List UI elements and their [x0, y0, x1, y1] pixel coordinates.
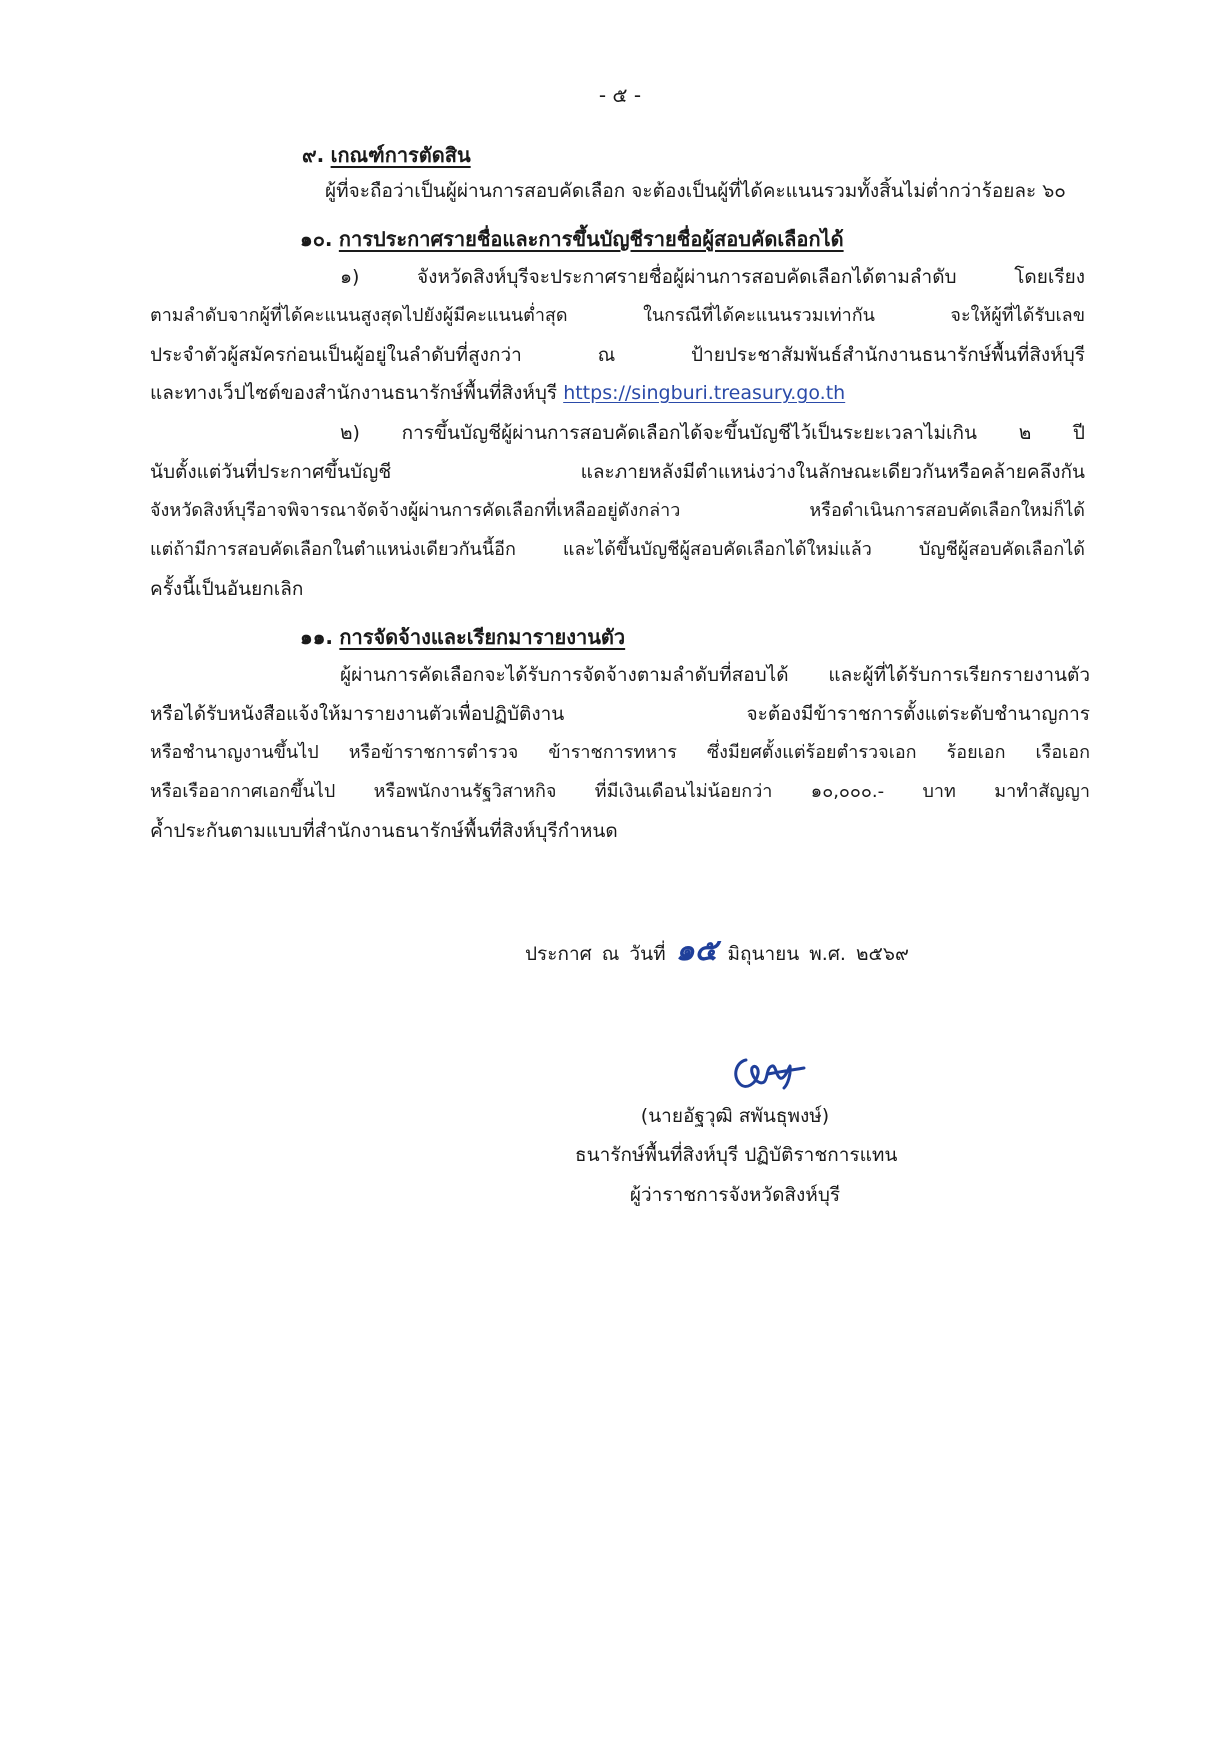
announcement-day: ๑๕	[675, 933, 718, 968]
section-10-item-2-line-2: นับตั้งแต่วันที่ประกาศขึ้นบัญชี และภายหลังมีตำแหน่งว่างในลักษณะเดียวกันหรือคล้ายคลึงกัน	[150, 461, 1085, 483]
section-11-heading	[300, 622, 625, 652]
section-10-item-2-line-5: ครั้งนี้เป็นอันยกเลิก	[150, 578, 304, 600]
announcement-prefix: ประกาศ ณ วันที่	[525, 943, 666, 965]
page-number: - ๕ -	[598, 83, 642, 107]
section-9-title: เกณฑ์การตัดสิน	[330, 143, 471, 167]
section-10-item-2-line-3: จังหวัดสิงห์บุรีอาจพิจารณาจัดจ้างผู้ผ่านการคัดเลือกที่เหลืออยู่ดังกล่าว หรือดำเนินการสอบคัดเลือกใหม่ก็ได้	[150, 500, 1085, 521]
section-10-item-1-line-4	[150, 378, 845, 408]
section-9-number: ๙.	[302, 143, 325, 167]
signer-title-2: ผู้ว่าราชการจังหวัดสิงห์บุรี	[629, 1184, 841, 1206]
section-11-number: ๑๑.	[300, 625, 333, 649]
section-11-title: การจัดจ้างและเรียกมารายงานตัว	[339, 625, 626, 649]
section-11-line-4: หรือเรืออากาศเอกขึ้นไป หรือพนักงานรัฐวิสาหกิจ ที่มีเงินเดือนไม่น้อยกว่า ๑๐,๐๐๐.- บาท มาทำสัญญา	[150, 781, 1090, 802]
section-9-text: ผู้ที่จะถือว่าเป็นผู้ผ่านการสอบคัดเลือก จะต้องเป็นผู้ที่ได้คะแนนรวมทั้งสิ้นไม่ต่ำกว่าร้อยละ ๖๐	[325, 180, 1066, 202]
section-10-item-2-line-1: ๒) การขึ้นบัญชีผู้ผ่านการสอบคัดเลือกได้จะขึ้นบัญชีไว้เป็นระยะเวลาไม่เกิน ๒ ปี	[340, 422, 1085, 444]
signer-title-1: ธนารักษ์พื้นที่สิงห์บุรี ปฏิบัติราชการแทน	[575, 1144, 898, 1166]
section-10-item-1-line-3: ประจำตัวผู้สมัครก่อนเป็นผู้อยู่ในลำดับที่สูงกว่า ณ ป้ายประชาสัมพันธ์สำนักงานธนารักษ์พื้นที่สิงห์บุรี	[150, 344, 1085, 366]
section-10-item-1-line-2: ตามลำดับจากผู้ที่ได้คะแนนสูงสุดไปยังผู้มีคะแนนต่ำสุด ในกรณีที่ได้คะแนนรวมเท่ากัน จะให้ผู้ที่ได้รับเลข	[150, 305, 1085, 326]
section-11-line-1: ผู้ผ่านการคัดเลือกจะได้รับการจัดจ้างตามลำดับที่สอบได้ และผู้ที่ได้รับการเรียกรายงานตัว	[340, 664, 1090, 686]
section-10-item-2-line-4: แต่ถ้ามีการสอบคัดเลือกในตำแหน่งเดียวกันนี้อีก และได้ขึ้นบัญชีผู้สอบคัดเลือกได้ใหม่แล้ว บัญชีผู้สอบคัดเลือกได้	[150, 539, 1085, 560]
section-10-item-1-line-4-text: และทางเว็ปไซต์ของสำนักงานธนารักษ์พื้นที่สิงห์บุรี	[150, 382, 558, 404]
announcement-date	[525, 933, 909, 969]
announcement-suffix: มิถุนายน พ.ศ. ๒๕๖๙	[727, 943, 909, 965]
section-10-number: ๑๐.	[300, 227, 333, 251]
section-10-heading	[300, 224, 844, 254]
section-11-line-2: หรือได้รับหนังสือแจ้งให้มารายงานตัวเพื่อปฏิบัติงาน จะต้องมีข้าราชการตั้งแต่ระดับชำนาญการ	[150, 703, 1090, 725]
section-10-title: การประกาศรายชื่อและการขึ้นบัญชีรายชื่อผู้สอบคัดเลือกได้	[338, 227, 844, 251]
section-11-line-3: หรือชำนาญงานขึ้นไป หรือข้าราชการตำรวจ ข้าราชการทหาร ซึ่งมียศตั้งแต่ร้อยตำรวจเอก ร้อยเอก เรือเอก	[150, 742, 1090, 763]
treasury-website-link[interactable]: https://singburi.treasury.go.th	[563, 382, 846, 404]
section-10-item-1-line-1: ๑) จังหวัดสิงห์บุรีจะประกาศรายชื่อผู้ผ่านการสอบคัดเลือกได้ตามลำดับ โดยเรียง	[340, 266, 1085, 288]
signature-image	[728, 1048, 808, 1098]
section-9-heading	[302, 140, 471, 170]
signer-name: (นายอัฐวุฒิ สพันธุพงษ์)	[640, 1105, 830, 1127]
section-11-line-5: ค้ำประกันตามแบบที่สำนักงานธนารักษ์พื้นที่สิงห์บุรีกำหนด	[150, 820, 618, 842]
